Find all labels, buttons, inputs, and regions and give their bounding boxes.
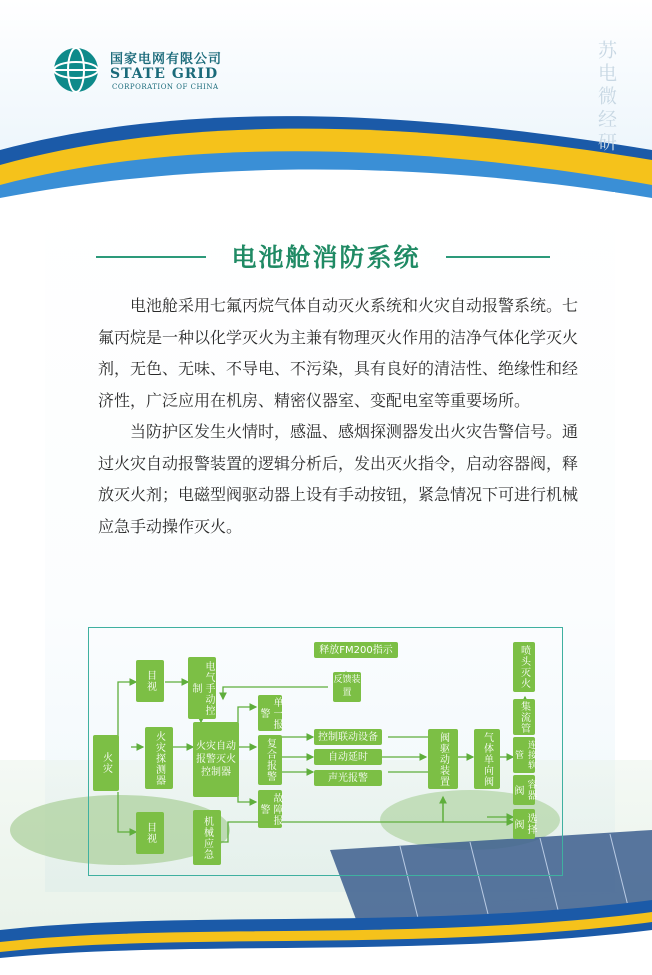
hose-node: 连接软管 (513, 737, 535, 773)
state-grid-logo (50, 44, 106, 96)
selector-valve-node: 选择阀 (513, 809, 535, 839)
title-line-left (96, 256, 206, 258)
sound-light-node: 声光报警 (314, 770, 382, 786)
title-section (0, 236, 652, 276)
top-wave-background (0, 0, 652, 200)
fault-alarm-node: 故障报警 (258, 790, 282, 828)
container-valve-node: 容器阀 (513, 775, 535, 805)
auto-delay-node: 自动延时 (314, 749, 382, 765)
linkage-node: 控制联动设备 (314, 729, 382, 745)
detector-node: 火灾探测器 (145, 727, 173, 789)
org-name-cn: 国家电网有限公司 (110, 52, 223, 67)
gas-check-valve-node: 气体单向阀 (474, 729, 500, 789)
flowchart (88, 627, 564, 877)
single-alarm-node: 单一报警 (258, 696, 282, 730)
visual-bottom-node: 目视 (136, 812, 164, 854)
watermark: 苏电微经研 (595, 40, 617, 155)
visual-top-node: 目视 (136, 660, 164, 702)
controller-node: 火灾自动报警灭火控制器 (193, 722, 239, 797)
org-name-en: STATE GRID (110, 66, 219, 82)
compound-alarm-node: 复合报警 (258, 735, 282, 785)
paragraph-2: 当防护区发生火情时，感温、感烟探测器发出火灾告警信号。通过火灾自动报警装置的逻辑分析后，发出灭火指令，启动容器阀，释放灭火剂；电磁型阀驱动器上设有手动按钮，紧急情况下可进行机械应急手动操作灭火。 (98, 422, 579, 536)
title-line-right (446, 256, 550, 258)
fire-node: 火灾 (93, 735, 119, 791)
paragraph-1: 电池舱采用七氟丙烷气体自动灭火系统和火灾自动报警系统。七氟丙烷是一种以化学灭火为主兼有物理灭火作用的洁净气体化学灭火剂，无色、无味、不导电、不污染，具有良好的清洁性、绝缘性和经济性，广泛应用在机房、精密仪器室、变配电室等重要场所。 (98, 296, 579, 410)
valve-driver-node: 阀驱动装置 (428, 729, 458, 789)
org-name-sub: CORPORATION OF CHINA (112, 83, 219, 91)
page-title: 电池舱消防系统 (231, 243, 421, 272)
electric-manual-node: 电气手动控制 (188, 657, 216, 719)
body-text (98, 290, 586, 542)
mechanical-node: 机械应急 (193, 810, 221, 865)
manifold-node: 集流管 (513, 699, 535, 735)
release-indicator-node: 释放FM200指示 (314, 642, 398, 658)
feedback-node: 反馈装置 (333, 672, 361, 702)
nozzle-node: 喷头灭火 (513, 642, 535, 692)
